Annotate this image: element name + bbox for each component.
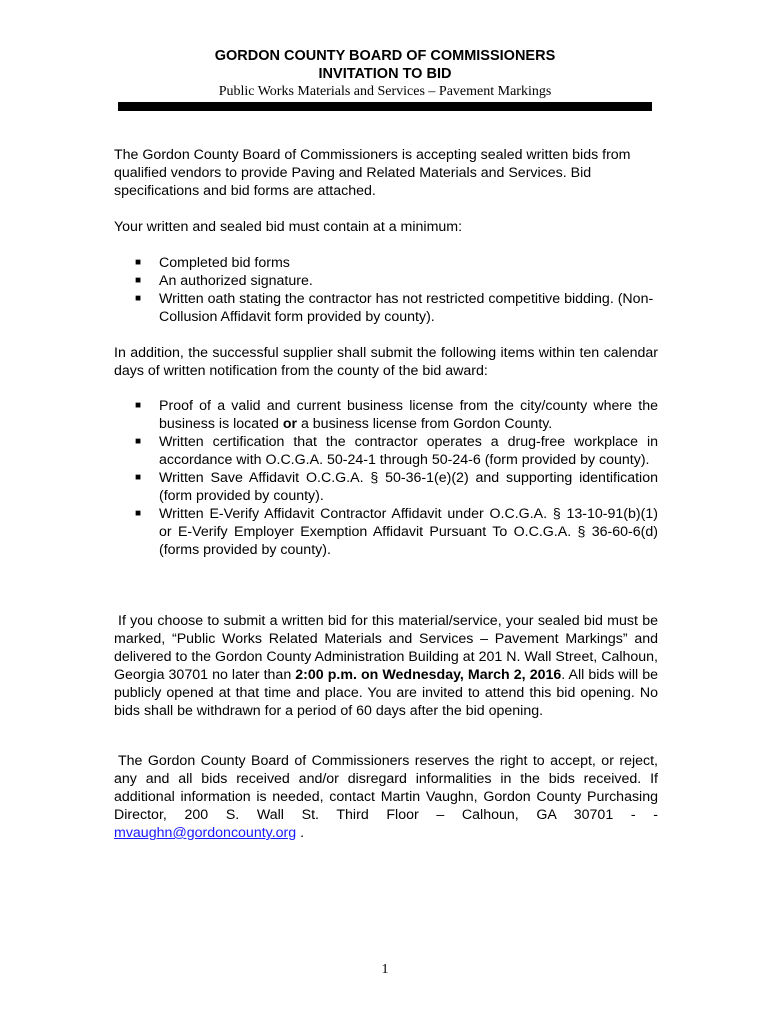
list-item: ■ Written certification that the contractor operates a drug-free workplace in accordance with O.C.G.A. 50-24-1 through 50-24-6 (form provided by county).	[135, 434, 658, 468]
list-item: ■ An authorized signature.	[135, 273, 313, 289]
minimum-list	[114, 254, 658, 326]
addition-lead: In addition, the successful supplier shall submit the following items within ten calendar days of written notification from the county of the bid award:	[114, 345, 658, 379]
list-item: ■ Proof of a valid and current business license from the city/county where the business is located or a business license from Gordon County.	[135, 398, 658, 432]
page-number: 1	[381, 962, 389, 977]
header-divider	[118, 102, 652, 111]
reserves-paragraph: The Gordon County Board of Commissioners reserves the right to accept, or reject, any and all bids received and/or disregard informalities in the bids received. If additional information is needed, contact Martin Vaughn, Gordon County Purchasing Director, 200 S. Wall St. Third Floor – Calhoun, GA 30701 - - mvaughn@gordoncounty.org .	[114, 753, 658, 841]
header-title: GORDON COUNTY BOARD OF COMMISSIONERS	[214, 48, 556, 64]
list-item: ■ Written E-Verify Affidavit Contractor Affidavit under O.C.G.A. § 13-10-91(b)(1) or E-Verify Employer Exemption Affidavit Pursuant To O.C.G.A. § 36-60-6(d) (forms provided by county).	[135, 506, 658, 558]
contact-email-link[interactable]: mvaughn@gordoncounty.org	[114, 825, 297, 841]
bullet-icon: ■	[135, 293, 142, 304]
minimum-lead: Your written and sealed bid must contain at a minimum:	[114, 219, 463, 235]
bullet-icon: ■	[135, 508, 142, 519]
list-item: ■ Written oath stating the contractor has not restricted competitive bidding. (Non-Collusion Affidavit form provided by county).	[135, 291, 654, 325]
addition-list	[114, 397, 658, 559]
list-item: ■ Completed bid forms	[135, 255, 290, 271]
bid-deadline: 2:00 p.m. on Wednesday, March 2, 2016	[295, 667, 562, 683]
bullet-icon: ■	[135, 400, 142, 411]
intro-paragraph: The Gordon County Board of Commissioners is accepting sealed written bids from qualified vendors to provide Paving and Related Materials and Services. Bid specifications and bid forms are attached.	[114, 147, 631, 199]
bullet-icon: ■	[135, 257, 142, 268]
bullet-icon: ■	[135, 275, 142, 286]
header-subtitle: INVITATION TO BID	[318, 66, 452, 82]
submission-paragraph: If you choose to submit a written bid for this material/service, your sealed bid must be marked, “Public Works Related Materials and Services – Pavement Markings” and delivered to the Gordon County Administration Building at 201 N. Wall Street, Calhoun, Georgia 30701 no later than 2:00 p.m. on Wednesday, March 2, 2016. All bids will be publicly opened at that time and place. You are invited to attend this bid opening. No bids shall be withdrawn for a period of 60 days after the bid opening.	[114, 613, 658, 719]
list-item: ■ Written Save Affidavit O.C.G.A. § 50-36-1(e)(2) and supporting identification (form provided by county).	[135, 470, 658, 504]
header-project: Public Works Materials and Services – Pavement Markings	[218, 84, 552, 99]
bullet-icon: ■	[135, 472, 142, 483]
bullet-icon: ■	[135, 436, 142, 447]
